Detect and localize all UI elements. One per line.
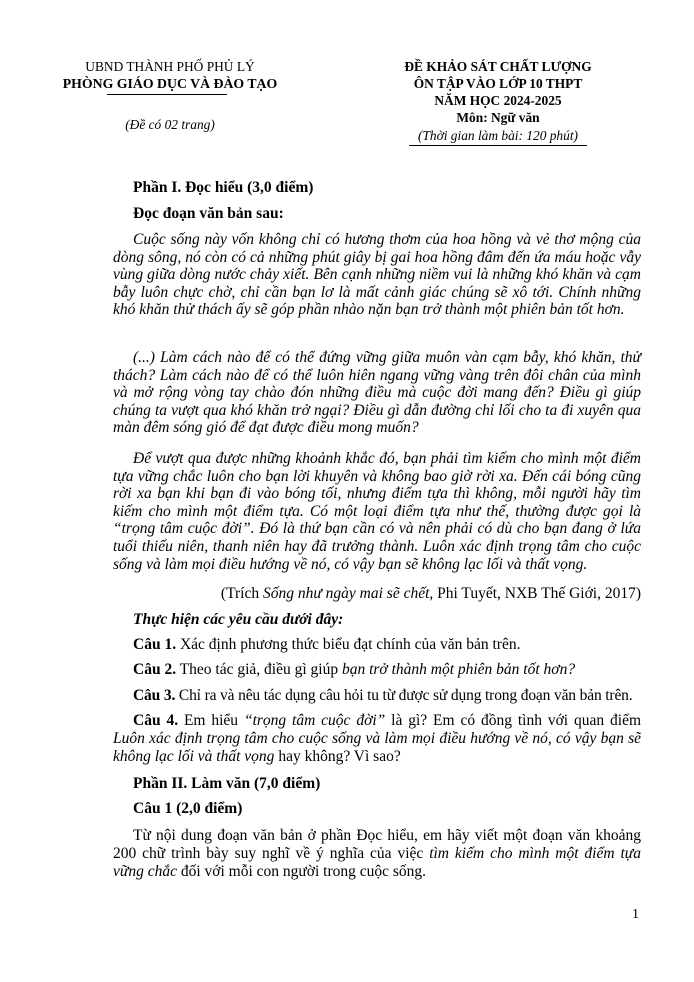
question-1: Câu 1. Xác định phương thức biểu đạt chính của văn bản trên. <box>133 636 521 653</box>
part1-title: Phần I. Đọc hiểu (3,0 điểm) <box>133 179 314 196</box>
exam-subtitle: ÔN TẬP VÀO LỚP 10 THPT <box>413 76 583 91</box>
page-count-note: (Đề có 02 trang) <box>125 117 215 132</box>
passage-paragraph-2: (...) Làm cách nào để có thể đứng vững giữa muôn vàn cạm bẫy, khó khăn, thử thách? Làm cách nào để có thể luôn hiên ngang vững vàng trên đôi chân của mình và mở rộng vòng tay chào đón những điều mà cuộc đời mang đến? Điều gì giúp chúng ta vượt qua khó khăn trở ngại? Điều gì dẫn đường chỉ lối cho ta đi xuyên qua màn đêm sóng gió để đạt được điều mong muốn? <box>113 349 641 437</box>
header-underline <box>107 94 227 95</box>
question-3: Câu 3. Chỉ ra và nêu tác dụng câu hỏi tu từ được sử dụng trong đoạn văn bản trên. <box>133 687 633 704</box>
page-number: 1 <box>632 907 639 922</box>
part2-question-1-text: Từ nội dung đoạn văn bản ở phần Đọc hiểu, em hãy viết một đoạn văn khoảng 200 chữ trình bày suy nghĩ về ý nghĩa của việc tìm kiếm cho mình một điểm tựa vững chắc đối với mỗi con người trong cuộc sống. <box>113 827 641 880</box>
passage-paragraph-3: Để vượt qua được những khoảnh khắc đó, bạn phải tìm kiếm cho mình một điểm tựa vững chắc luôn cho bạn lời khuyên và không bao giờ rời xa. Đến cái bóng cũng rời xa bạn khi bạn đi vào bóng tối, nhưng điểm tựa thì không, mỗi người hãy tìm kiếm cho mình một điểm tựa. Có một loại điểm tựa như thế, thường được gọi là “trọng tâm cuộc đời”. Đó là thứ bạn cần có và nên phải có dù cho bạn đang ở lứa tuổi thiếu niên, thanh niên hay đã trưởng thành. Luôn xác định trọng tâm cho cuộc sống và làm mọi điều hướng về nó, có vậy bạn sẽ không lạc lối và thất vọng. <box>113 450 641 573</box>
question-4: Câu 4. Em hiểu “trọng tâm cuộc đời” là gì? Em có đồng tình với quan điểm Luôn xác định trọng tâm cho cuộc sống và làm mọi điều hướng về nó, có vậy bạn sẽ không lạc lối và thất vọng hay không? Vì sao? <box>113 712 641 765</box>
citation: (Trích Sống như ngày mai sẽ chết, Phi Tuyết, NXB Thế Giới, 2017) <box>220 585 641 602</box>
subject: Môn: Ngữ văn <box>456 110 540 125</box>
part1-instruction: Đọc đoạn văn bản sau: <box>133 205 284 222</box>
exam-title: ĐỀ KHẢO SÁT CHẤT LƯỢNG <box>404 59 592 74</box>
department-name: PHÒNG GIÁO DỤC VÀ ĐÀO TẠO <box>62 76 278 91</box>
part2-question-1-title: Câu 1 (2,0 điểm) <box>133 800 243 817</box>
question-2: Câu 2. Theo tác giả, điều gì giúp bạn trở thành một phiên bản tốt hơn? <box>133 661 576 678</box>
issuer-line: UBND THÀNH PHỐ PHỦ LÝ <box>85 59 255 74</box>
time-limit: (Thời gian làm bài: 120 phút) <box>417 128 579 143</box>
passage-paragraph-1: Cuộc sống này vốn không chỉ có hương thơm của hoa hồng và vẻ thơ mộng của dòng sông, nó còn có cả những phút giây bị gai hoa hồng đâm đến ứa máu hoặc vẫy vùng giữa dòng nước chảy xiết. Bên cạnh những niềm vui là những khó khăn và cạm bẫy luôn chực chờ, chỉ cần bạn lơ là mất cảnh giác chúng sẽ xô tới. Chính những khó khăn thử thách ấy sẽ góp phần nhào nặn bạn trở thành một phiên bản tốt hơn. <box>113 231 641 319</box>
task-heading: Thực hiện các yêu cầu dưới đây: <box>133 611 344 628</box>
time-underline <box>409 145 587 146</box>
part2-title: Phần II. Làm văn (7,0 điểm) <box>133 775 321 792</box>
school-year: NĂM HỌC 2024-2025 <box>434 93 562 108</box>
